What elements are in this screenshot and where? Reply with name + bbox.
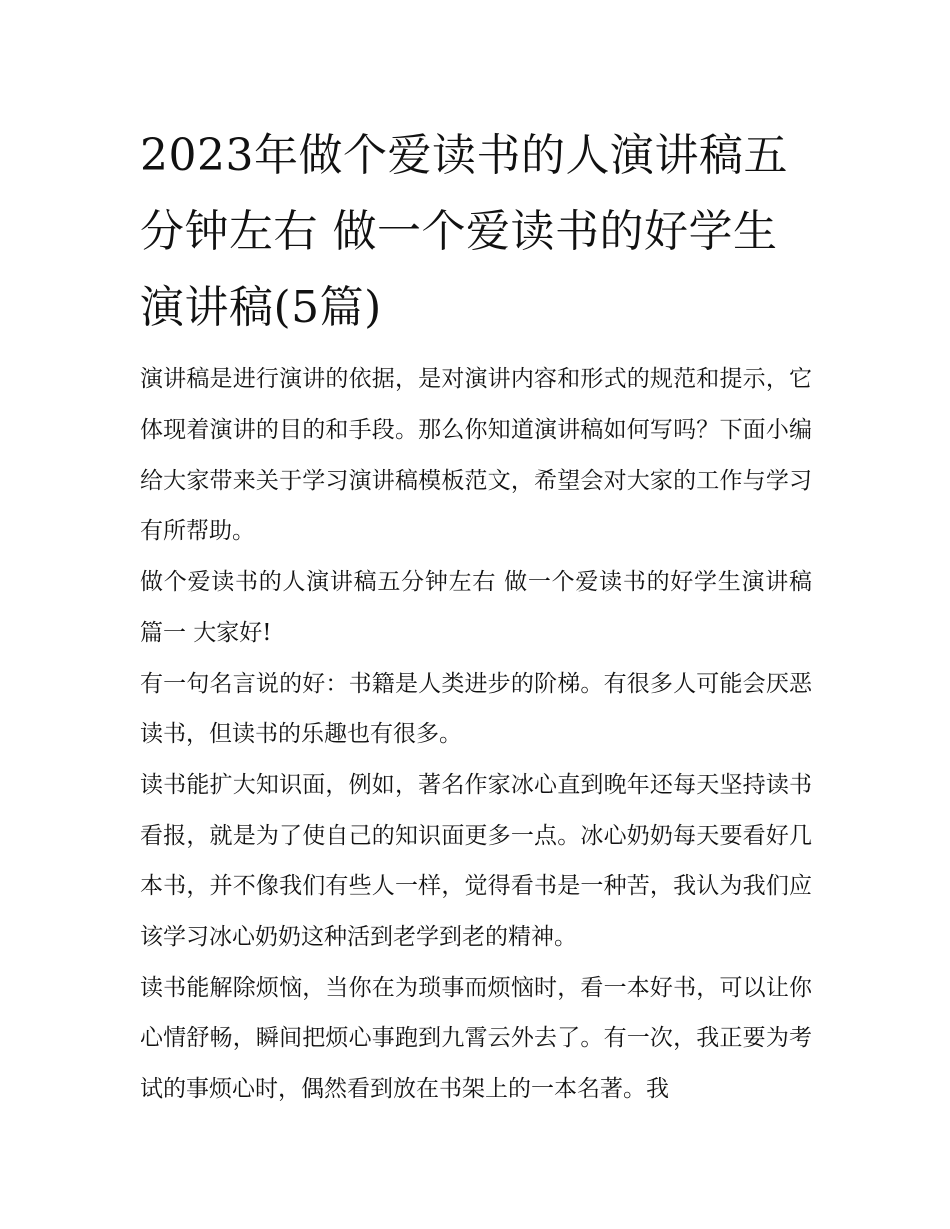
paragraph-intro: 演讲稿是进行演讲的依据，是对演讲内容和形式的规范和提示，它体现着演讲的目的和手段。那么你知道演讲稿如何写吗？下面小编给大家带来关于学习演讲稿模板范文，希望会对大家的工作与学习有所帮助。 bbox=[140, 366, 812, 545]
paragraph-knowledge: 读书能扩大知识面，例如，著名作家冰心直到晚年还每天坚持读书看报，就是为了使自己的知识面更多一点。冰心奶奶每天要看好几本书，并不像我们有些人一样，觉得看书是一种苦，我认为我们应该学习冰心奶奶这种活到老学到老的精神。 bbox=[140, 771, 812, 951]
document-body bbox=[140, 354, 812, 1115]
paragraph-relief: 读书能解除烦恼，当你在为琐事而烦恼时，看一本好书，可以让你心情舒畅，瞬间把烦心事跑到九霄云外去了。有一次，我正要为考试的事烦心时，偶然看到放在书架上的一本名著。我 bbox=[140, 974, 812, 1103]
document-page bbox=[140, 118, 812, 1115]
paragraph-section-heading: 做个爱读书的人演讲稿五分钟左右 做一个爱读书的好学生演讲稿篇一 大家好! bbox=[140, 569, 812, 646]
paragraph-quote: 有一句名言说的好：书籍是人类进步的阶梯。有很多人可能会厌恶读书，但读书的乐趣也有很多。 bbox=[140, 670, 812, 748]
document-title: 2023年做个爱读书的人演讲稿五分钟左右 做一个爱读书的好学生演讲稿(5篇) bbox=[140, 130, 788, 334]
